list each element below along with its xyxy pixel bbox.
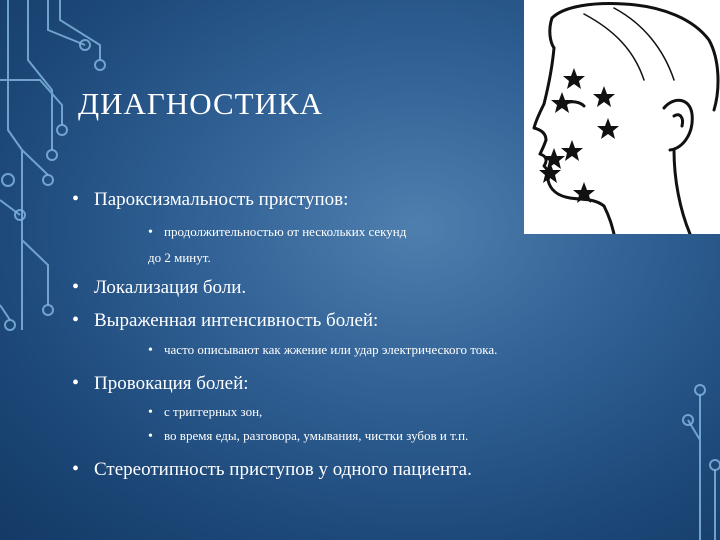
bullet-marker: • xyxy=(72,309,80,331)
bullet-text: продолжительностью от нескольких секунд xyxy=(164,224,407,239)
bullet-localization xyxy=(72,276,246,299)
subbullet-burning xyxy=(148,342,497,359)
bullet-text: Стереотипность приступов у одного пациента. xyxy=(94,459,472,480)
bullet-marker: • xyxy=(148,429,153,444)
bullet-marker: • xyxy=(72,276,80,298)
bullet-text: Выраженная интенсивность болей: xyxy=(94,310,379,331)
bullet-provocation xyxy=(72,372,249,395)
bullet-marker: • xyxy=(148,225,153,240)
subbullet-duration xyxy=(148,224,406,241)
bullet-text: Пароксизмальность приступов: xyxy=(94,189,349,210)
bullet-text: Провокация болей: xyxy=(94,373,249,394)
bullet-stereotypy xyxy=(72,458,472,481)
bullet-text: с триггерных зон, xyxy=(164,404,263,419)
bullet-intensity xyxy=(72,309,378,332)
bullet-marker: • xyxy=(148,405,153,420)
face-trigger-zones-image xyxy=(524,0,720,234)
bullet-paroxysmal xyxy=(72,188,348,211)
subbullet-trigger-zones xyxy=(148,404,262,421)
bullet-text: во время еды, разговора, умывания, чистки зубов и т.п. xyxy=(164,428,469,443)
face-illustration xyxy=(524,0,720,234)
slide-title: ДИАГНОСТИКА xyxy=(78,86,324,121)
bullet-marker: • xyxy=(148,343,153,358)
bullet-text: Локализация боли. xyxy=(94,277,247,298)
subbullet-duration-continuation: до 2 минут. xyxy=(148,250,211,265)
bullet-text: часто описывают как жжение или удар электрического тока. xyxy=(164,342,498,357)
subbullet-daily-activities xyxy=(148,428,468,445)
bullet-marker: • xyxy=(72,188,80,210)
bullet-marker: • xyxy=(72,458,80,480)
bullet-marker: • xyxy=(72,372,80,394)
